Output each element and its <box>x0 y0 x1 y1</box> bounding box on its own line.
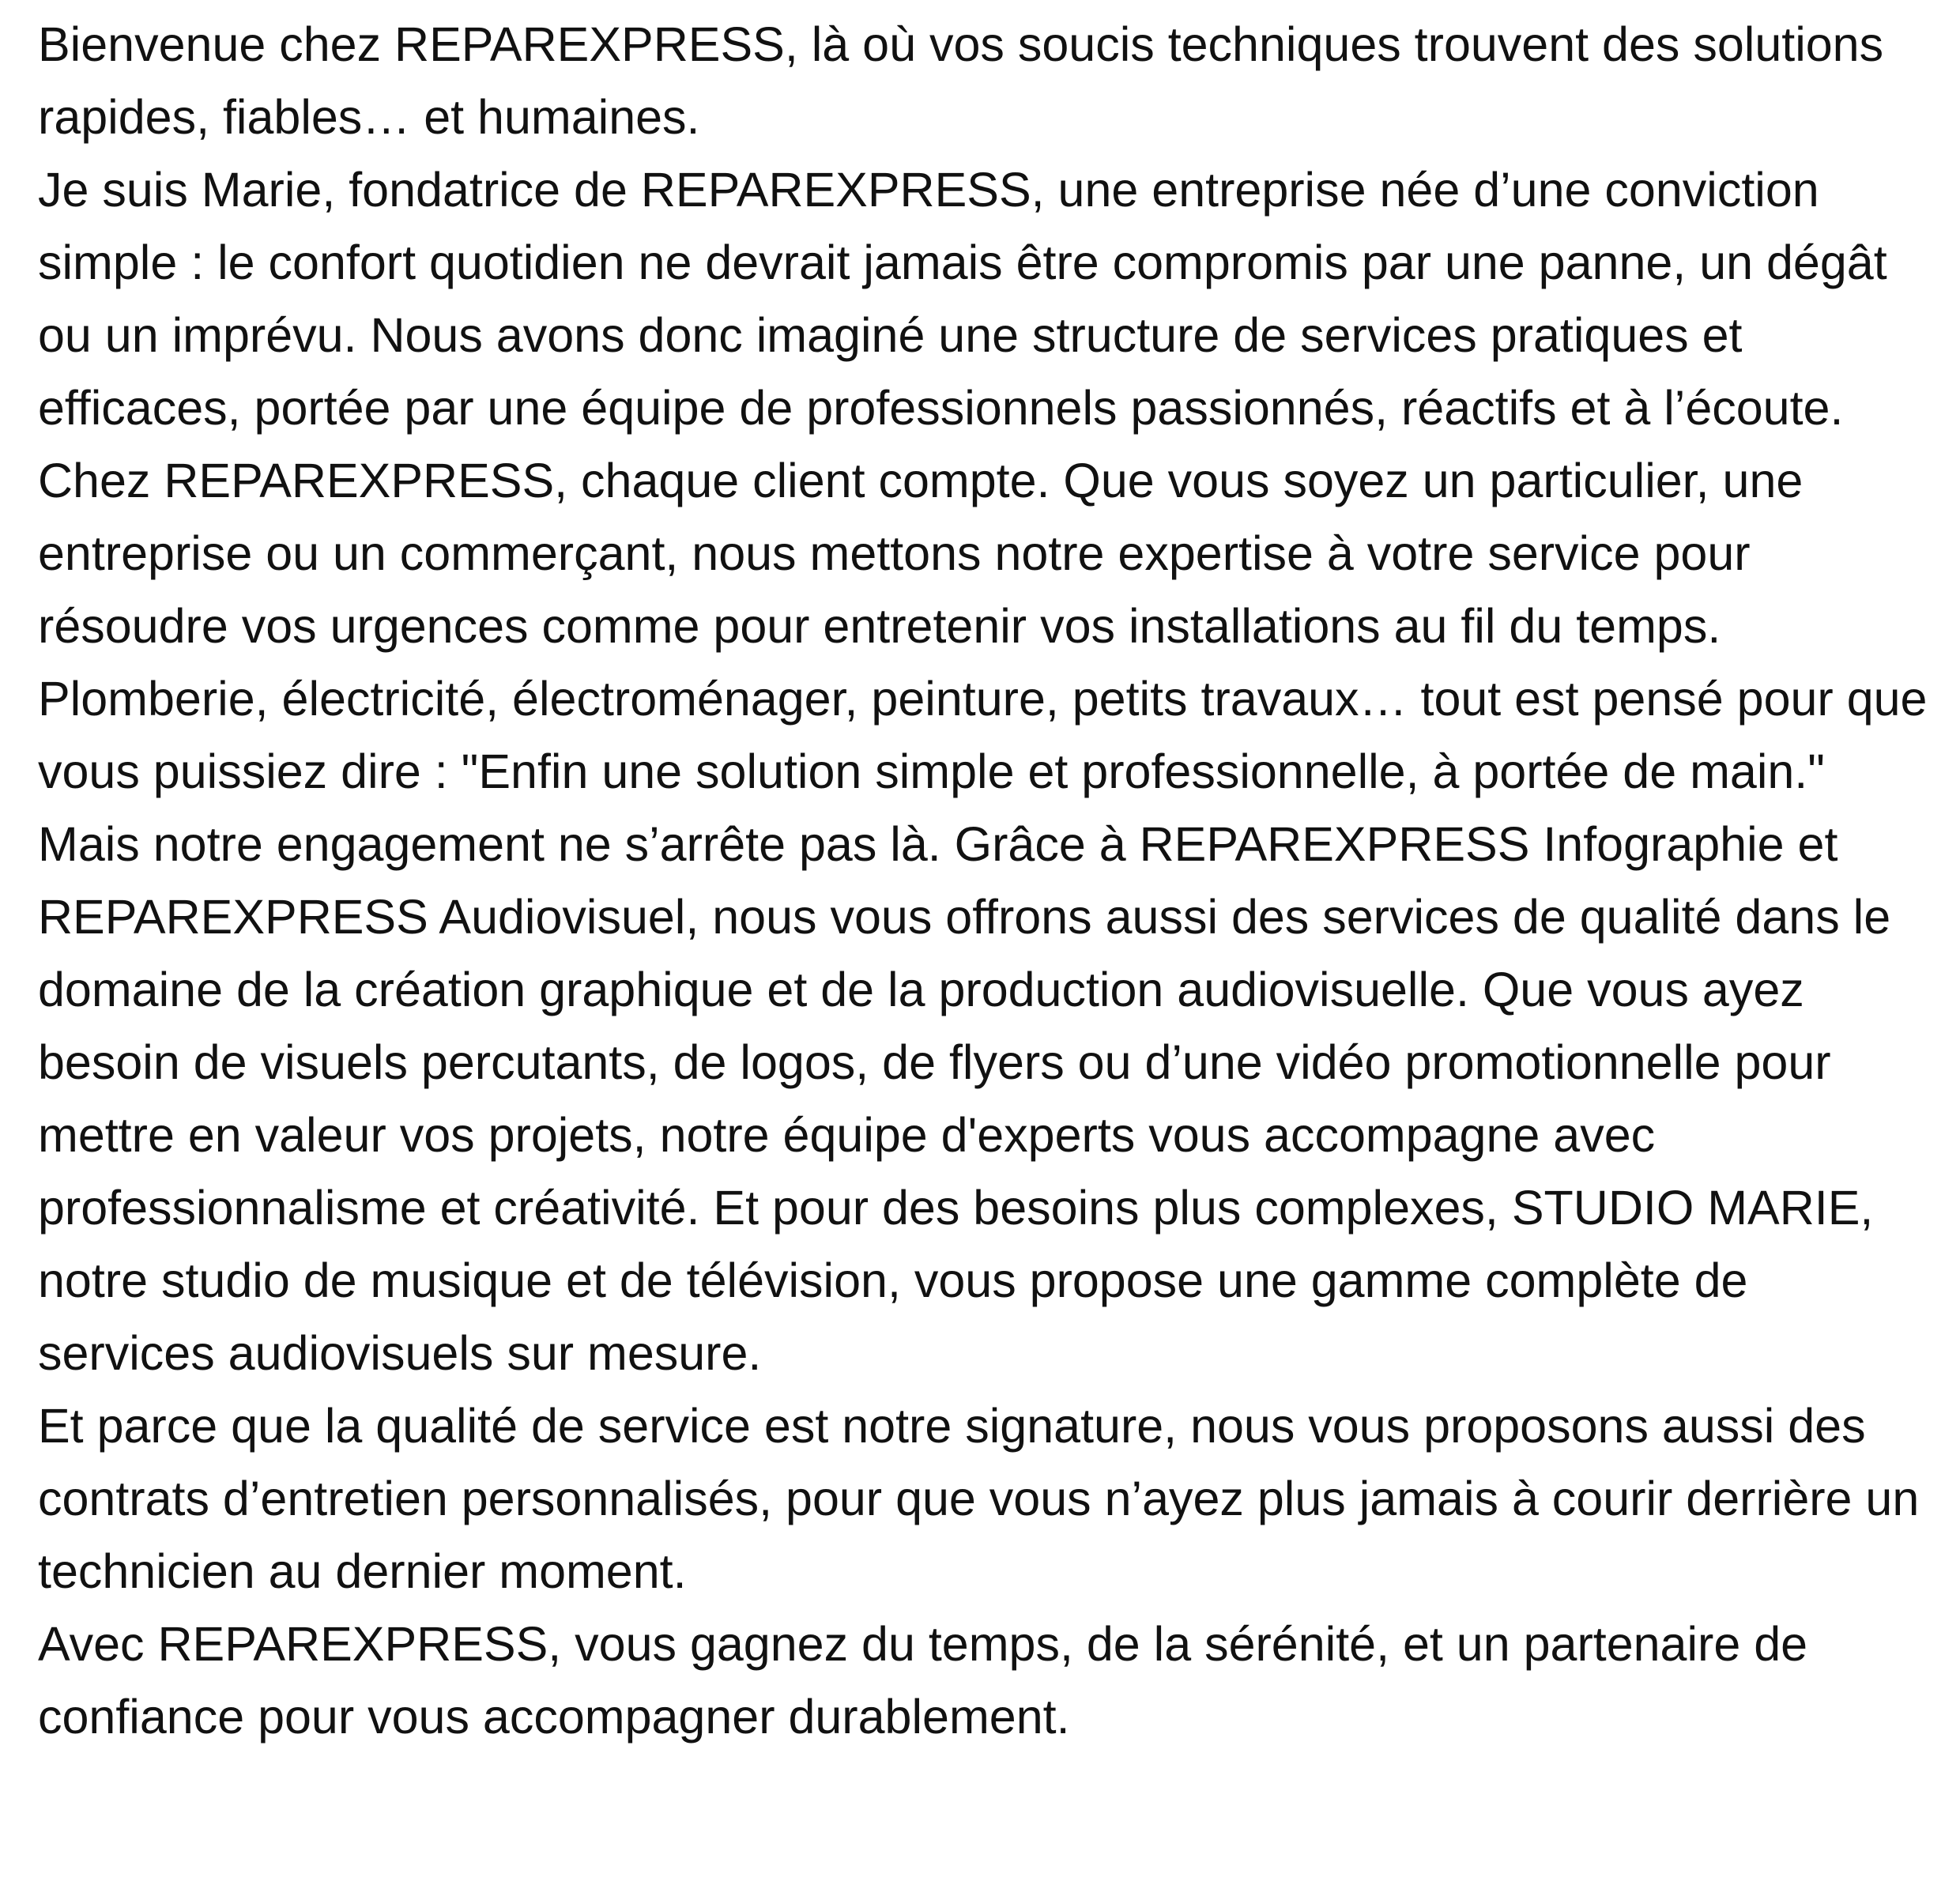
paragraph-contracts: Et parce que la qualité de service est notre signature, nous vous proposons aussi des contrats d’entretien personnalisés, pour que vous n’ayez plus jamais à courir derrière un technicien au dernier moment. <box>38 1399 1920 1598</box>
paragraph-engagement: Mais notre engagement ne s’arrête pas là. Grâce à REPAREXPRESS Infographie et REPAREXPRESS Audiovisuel, nous vous offrons aussi des services de qualité dans le domaine de la création graphique et de la production audiovisuelle. Que vous ayez besoin de visuels percutants, de logos, de flyers ou d’une vidéo promotionnelle pour mettre en valeur vos projets, notre équipe d'experts vous accompagne avec professionnalisme et créativité. Et pour des besoins plus complexes, STUDIO MARIE, notre studio de musique et de télévision, vous propose une gamme complète de services audiovisuels sur mesure. <box>38 817 1891 1380</box>
document-body <box>38 8 1935 1753</box>
paragraph-founder: Je suis Marie, fondatrice de REPAREXPRESS, une entreprise née d’une conviction simple : le confort quotidien ne devrait jamais être compromis par une panne, un dégât ou un imprévu. Nous avons donc imaginé une structure de services pratiques et efficaces, portée par une équipe de professionnels passionnés, réactifs et à l’écoute. <box>38 163 1887 435</box>
paragraph-welcome: Bienvenue chez REPAREXPRESS, là où vos soucis techniques trouvent des solutions rapides, fiables… et humaines. <box>38 17 1884 144</box>
paragraph-clients: Chez REPAREXPRESS, chaque client compte. Que vous soyez un particulier, une entreprise ou un commerçant, nous mettons notre expertise à votre service pour résoudre vos urgences comme pour entretenir vos installations au fil du temps. Plomberie, électricité, électroménager, peinture, petits travaux… tout est pensé pour que vous puissiez dire : "Enfin une solution simple et professionnelle, à portée de main." <box>38 454 1928 798</box>
paragraph-closing: Avec REPAREXPRESS, vous gagnez du temps, de la sérénité, et un partenaire de confiance pour vous accompagner durablement. <box>38 1617 1808 1744</box>
